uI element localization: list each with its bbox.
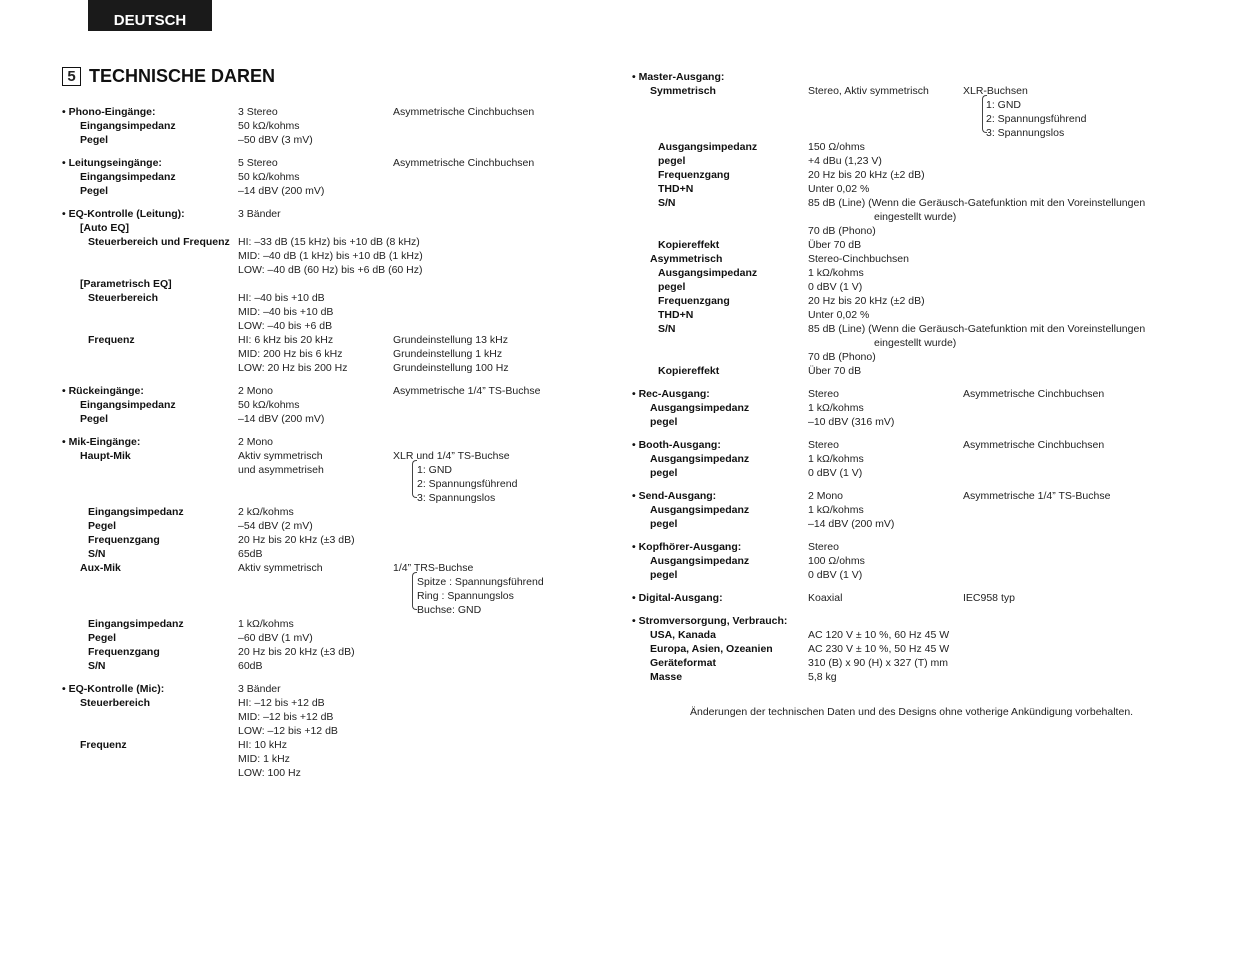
spec-value: HI: 10 kHz bbox=[238, 739, 288, 751]
spec-label: pegel bbox=[658, 155, 686, 167]
spec-detail: Grundeinstellung 13 kHz bbox=[393, 334, 508, 346]
spec-label: S/N bbox=[88, 548, 106, 560]
spec-value: 310 (B) x 90 (H) x 327 (T) mm bbox=[808, 657, 949, 669]
spec-detail: Asymmetrische Cinchbuchsen bbox=[393, 157, 535, 169]
spec-value: 20 Hz bis 20 kHz (±3 dB) bbox=[238, 534, 355, 546]
brace-xlr-pins-left bbox=[412, 460, 417, 498]
spec-label: Kopiereffekt bbox=[658, 365, 720, 377]
spec-value: 3 Stereo bbox=[238, 106, 278, 118]
spec-label: Pegel bbox=[80, 134, 109, 146]
spec-value: 1 kΩ/kohms bbox=[238, 618, 294, 630]
spec-value: HI: –12 bis +12 dB bbox=[238, 697, 325, 709]
spec-label: Aux-Mik bbox=[80, 562, 121, 574]
spec-label: THD+N bbox=[658, 309, 694, 321]
spec-value: MID: 1 kHz bbox=[238, 753, 290, 765]
spec-value: LOW: 100 Hz bbox=[238, 767, 301, 779]
spec-value: 65dB bbox=[238, 548, 263, 560]
section-number: 5 bbox=[62, 67, 81, 86]
spec-value: 60dB bbox=[238, 660, 263, 672]
spec-value: LOW: –40 bis +6 dB bbox=[238, 320, 333, 332]
spec-label: • Rückeingänge: bbox=[62, 385, 144, 397]
spec-label: Frequenzgang bbox=[88, 534, 160, 546]
spec-value: 20 Hz bis 20 kHz (±2 dB) bbox=[808, 295, 925, 307]
spec-value: 2 kΩ/kohms bbox=[238, 506, 294, 518]
spec-label: THD+N bbox=[658, 183, 694, 195]
spec-label: pegel bbox=[650, 518, 678, 530]
spec-label: Ausgangsimpedanz bbox=[650, 453, 750, 465]
spec-label: USA, Kanada bbox=[650, 629, 716, 641]
spec-value: –54 dBV (2 mV) bbox=[238, 520, 313, 532]
spec-label: • Booth-Ausgang: bbox=[632, 439, 721, 451]
spec-label: Eingangsimpedanz bbox=[88, 506, 184, 518]
spec-label: Pegel bbox=[80, 185, 109, 197]
spec-value: 3 Bänder bbox=[238, 208, 281, 220]
spec-value: 85 dB (Line) (Wenn die Geräusch-Gatefunktion mit den Voreinstellungen bbox=[808, 197, 1146, 209]
spec-value: eingestellt wurde) bbox=[874, 211, 957, 223]
spec-label: Symmetrisch bbox=[650, 85, 716, 97]
spec-value: 1 kΩ/kohms bbox=[808, 267, 864, 279]
spec-label: • Send-Ausgang: bbox=[632, 490, 717, 502]
spec-detail: 3: Spannungslos bbox=[986, 127, 1065, 139]
spec-label: • EQ-Kontrolle (Mic): bbox=[62, 683, 165, 695]
spec-label: Masse bbox=[650, 671, 683, 683]
spec-label: S/N bbox=[658, 197, 676, 209]
spec-label: Eingangsimpedanz bbox=[80, 399, 176, 411]
spec-value: 2 Mono bbox=[238, 436, 274, 448]
spec-label: Eingangsimpedanz bbox=[80, 171, 176, 183]
section-heading bbox=[62, 66, 275, 87]
brace-trs-pins bbox=[412, 572, 417, 610]
spec-label: Ausgangsimpedanz bbox=[650, 555, 750, 567]
spec-label: • Digital-Ausgang: bbox=[632, 592, 723, 604]
spec-value: MID: –40 bis +10 dB bbox=[238, 306, 334, 318]
spec-label: Eingangsimpedanz bbox=[88, 618, 184, 630]
spec-value: und asymmetriseh bbox=[238, 464, 324, 476]
spec-detail: 1/4” TRS-Buchse bbox=[393, 562, 474, 574]
spec-value: 2 Mono bbox=[238, 385, 274, 397]
spec-value: 1 kΩ/kohms bbox=[808, 402, 864, 414]
spec-value: Unter 0,02 % bbox=[808, 309, 870, 321]
spec-label: • Kopfhörer-Ausgang: bbox=[632, 541, 742, 553]
spec-label: Frequenz bbox=[80, 739, 127, 751]
spec-value: Aktiv symmetrisch bbox=[238, 450, 323, 462]
spec-detail: Asymmetrische 1/4” TS-Buchse bbox=[393, 385, 541, 397]
spec-value: –50 dBV (3 mV) bbox=[238, 134, 313, 146]
spec-label: Asymmetrisch bbox=[650, 253, 723, 265]
spec-value: –10 dBV (316 mV) bbox=[808, 416, 895, 428]
spec-value: Über 70 dB bbox=[808, 365, 862, 377]
spec-label: Frequenzgang bbox=[658, 295, 730, 307]
spec-label: Frequenzgang bbox=[88, 646, 160, 658]
spec-value: 100 Ω/ohms bbox=[808, 555, 865, 567]
spec-label: pegel bbox=[650, 467, 678, 479]
spec-value: –14 dBV (200 mV) bbox=[238, 413, 325, 425]
spec-detail: 3: Spannungslos bbox=[417, 492, 496, 504]
language-tab: DEUTSCH bbox=[88, 0, 212, 31]
spec-detail: Asymmetrische Cinchbuchsen bbox=[393, 106, 535, 118]
spec-value: AC 120 V ± 10 %, 60 Hz 45 W bbox=[808, 629, 950, 641]
spec-label: Ausgangsimpedanz bbox=[650, 504, 750, 516]
spec-value: 20 Hz bis 20 kHz (±2 dB) bbox=[808, 169, 925, 181]
spec-value: 50 kΩ/kohms bbox=[238, 171, 300, 183]
spec-detail: Asymmetrische 1/4” TS-Buchse bbox=[963, 490, 1111, 502]
spec-label: • EQ-Kontrolle (Leitung): bbox=[62, 208, 185, 220]
spec-label: Eingangsimpedanz bbox=[80, 120, 176, 132]
spec-label: Ausgangsimpedanz bbox=[650, 402, 750, 414]
spec-label: • Mik-Eingänge: bbox=[62, 436, 141, 448]
spec-value: 0 dBV (1 V) bbox=[808, 281, 863, 293]
spec-label: Steuerbereich bbox=[80, 697, 151, 709]
spec-detail: IEC958 typ bbox=[963, 592, 1015, 604]
spec-detail: Grundeinstellung 1 kHz bbox=[393, 348, 503, 360]
spec-value: Stereo bbox=[808, 541, 839, 553]
spec-label: Steuerbereich bbox=[88, 292, 159, 304]
spec-value: Unter 0,02 % bbox=[808, 183, 870, 195]
spec-value: LOW: –12 bis +12 dB bbox=[238, 725, 338, 737]
spec-label: • Stromversorgung, Verbrauch: bbox=[632, 615, 788, 627]
spec-label: Pegel bbox=[80, 413, 109, 425]
section-title: TECHNISCHE DAREN bbox=[89, 66, 276, 86]
spec-label: pegel bbox=[650, 416, 678, 428]
brace-xlr-pins-right bbox=[982, 95, 987, 133]
spec-label: • Rec-Ausgang: bbox=[632, 388, 710, 400]
spec-label: Ausgangsimpedanz bbox=[658, 267, 758, 279]
spec-value: 85 dB (Line) (Wenn die Geräusch-Gatefunktion mit den Voreinstellungen bbox=[808, 323, 1146, 335]
spec-label: S/N bbox=[658, 323, 676, 335]
spec-value: Stereo, Aktiv symmetrisch bbox=[808, 85, 929, 97]
spec-value: 3 Bänder bbox=[238, 683, 281, 695]
spec-detail: XLR und 1/4” TS-Buchse bbox=[393, 450, 510, 462]
spec-detail: 1: GND bbox=[986, 99, 1022, 111]
spec-value: 1 kΩ/kohms bbox=[808, 504, 864, 516]
spec-value: 2 Mono bbox=[808, 490, 844, 502]
spec-label: [Auto EQ] bbox=[80, 222, 129, 234]
spec-value: 70 dB (Phono) bbox=[808, 225, 876, 237]
spec-value: 70 dB (Phono) bbox=[808, 351, 876, 363]
spec-value: 50 kΩ/kohms bbox=[238, 120, 300, 132]
spec-value: 5,8 kg bbox=[808, 671, 837, 683]
spec-detail: Spitze : Spannungsführend bbox=[417, 576, 544, 588]
spec-label: Haupt-Mik bbox=[80, 450, 131, 462]
spec-value: +4 dBu (1,23 V) bbox=[808, 155, 882, 167]
spec-label: • Phono-Eingänge: bbox=[62, 106, 156, 118]
spec-label: Geräteformat bbox=[650, 657, 716, 669]
spec-value: 0 dBV (1 V) bbox=[808, 467, 863, 479]
spec-value: HI: 6 kHz bis 20 kHz bbox=[238, 334, 334, 346]
spec-value: 50 kΩ/kohms bbox=[238, 399, 300, 411]
spec-value: 0 dBV (1 V) bbox=[808, 569, 863, 581]
spec-value: LOW: –40 dB (60 Hz) bis +6 dB (60 Hz) bbox=[238, 264, 423, 276]
spec-label: • Leitungseingänge: bbox=[62, 157, 162, 169]
spec-detail: 2: Spannungsführend bbox=[986, 113, 1087, 125]
spec-value: eingestellt wurde) bbox=[874, 337, 957, 349]
spec-detail: 2: Spannungsführend bbox=[417, 478, 518, 490]
spec-detail: Grundeinstellung 100 Hz bbox=[393, 362, 509, 374]
spec-value: MID: 200 Hz bis 6 kHz bbox=[238, 348, 343, 360]
spec-value: LOW: 20 Hz bis 200 Hz bbox=[238, 362, 348, 374]
spec-value: 150 Ω/ohms bbox=[808, 141, 865, 153]
spec-label: pegel bbox=[658, 281, 686, 293]
spec-value: –14 dBV (200 mV) bbox=[808, 518, 895, 530]
spec-value: Stereo bbox=[808, 439, 839, 451]
spec-detail: Asymmetrische Cinchbuchsen bbox=[963, 388, 1105, 400]
spec-value: MID: –40 dB (1 kHz) bis +10 dB (1 kHz) bbox=[238, 250, 423, 262]
spec-value: Stereo bbox=[808, 388, 839, 400]
spec-value: 20 Hz bis 20 kHz (±3 dB) bbox=[238, 646, 355, 658]
spec-value: AC 230 V ± 10 %, 50 Hz 45 W bbox=[808, 643, 950, 655]
spec-detail: Ring : Spannungslos bbox=[417, 590, 514, 602]
spec-value: HI: –40 bis +10 dB bbox=[238, 292, 325, 304]
spec-label: Frequenz bbox=[88, 334, 135, 346]
spec-value: Über 70 dB bbox=[808, 239, 862, 251]
spec-label: Steuerbereich und Frequenz bbox=[88, 236, 230, 248]
spec-value: 1 kΩ/kohms bbox=[808, 453, 864, 465]
spec-detail: 1: GND bbox=[417, 464, 453, 476]
spec-value: –14 dBV (200 mV) bbox=[238, 185, 325, 197]
spec-detail: Buchse: GND bbox=[417, 604, 482, 616]
spec-value: HI: –33 dB (15 kHz) bis +10 dB (8 kHz) bbox=[238, 236, 420, 248]
spec-label: Ausgangsimpedanz bbox=[658, 141, 758, 153]
spec-value: Stereo-Cinchbuchsen bbox=[808, 253, 909, 265]
spec-label: Pegel bbox=[88, 632, 117, 644]
spec-value: 5 Stereo bbox=[238, 157, 278, 169]
spec-label: Europa, Asien, Ozeanien bbox=[650, 643, 773, 655]
spec-label: S/N bbox=[88, 660, 106, 672]
spec-label: Kopiereffekt bbox=[658, 239, 720, 251]
spec-detail: XLR-Buchsen bbox=[963, 85, 1028, 97]
spec-label: [Parametrisch EQ] bbox=[80, 278, 172, 290]
spec-label: Pegel bbox=[88, 520, 117, 532]
spec-value: Koaxial bbox=[808, 592, 843, 604]
spec-value: –60 dBV (1 mV) bbox=[238, 632, 313, 644]
spec-label: pegel bbox=[650, 569, 678, 581]
spec-label: • Master-Ausgang: bbox=[632, 71, 725, 83]
spec-detail: Asymmetrische Cinchbuchsen bbox=[963, 439, 1105, 451]
footnote: Änderungen der technischen Daten und des Designs ohne votherige Ankündigung vorbehalten. bbox=[690, 706, 1134, 718]
spec-value: MID: –12 bis +12 dB bbox=[238, 711, 334, 723]
spec-value: Aktiv symmetrisch bbox=[238, 562, 323, 574]
spec-label: Frequenzgang bbox=[658, 169, 730, 181]
